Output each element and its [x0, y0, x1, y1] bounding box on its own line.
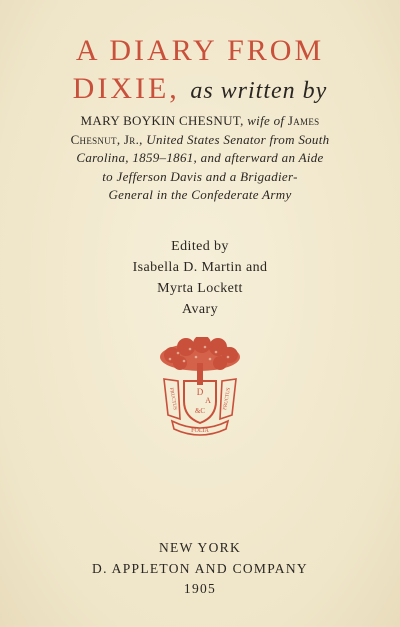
bottom-scroll-text: FOLIA	[191, 428, 209, 434]
subtitle-line-4	[0, 168, 400, 187]
publisher-block	[0, 538, 400, 600]
publisher-tree-device-icon	[150, 337, 250, 437]
publication-year: 1905	[183, 581, 217, 596]
subtitle-wife-of: wife of	[247, 113, 285, 128]
subtitle-line-4-text: to Jefferson Davis and a Brigadier-	[102, 168, 298, 184]
title-line-1: A DIARY FROM	[75, 34, 325, 67]
title-dixie: DIXIE,	[72, 72, 180, 105]
subtitle-line-3-text: Carolina, 1859–1861, and afterward an Aide	[76, 150, 324, 165]
subtitle-line-5-text: General in the Confederate Army	[108, 187, 292, 202]
subtitle-chesnut-jr: Chesnut, Jr.,	[70, 131, 143, 147]
monogram-co: &C	[194, 407, 206, 415]
editor-line-2: Isabella D. Martin and	[132, 260, 268, 275]
subtitle-block	[0, 112, 400, 205]
subtitle-line-5	[0, 186, 400, 205]
left-scroll-text: FRUCTUS	[168, 387, 177, 411]
publisher-name: D. APPLETON AND COMPANY	[92, 560, 308, 576]
monogram-d: D	[196, 387, 204, 397]
edited-by-label: Edited by	[171, 239, 229, 254]
subtitle-line-1	[0, 112, 400, 131]
subtitle-line-3	[0, 149, 400, 168]
author-name: MARY BOYKIN CHESNUT,	[80, 113, 244, 128]
title-line-2	[0, 72, 400, 108]
editors-block	[0, 236, 400, 320]
right-scroll-text: FRUCTUS	[223, 387, 232, 411]
editor-line-4: Avary	[182, 302, 218, 317]
title-as-written-by: as written by	[190, 78, 328, 104]
publisher-city: NEW YORK	[158, 540, 242, 555]
subtitle-senator: United States Senator from South	[146, 131, 330, 147]
subtitle-line-2	[0, 131, 400, 150]
editor-line-3: Myrta Lockett	[157, 281, 243, 296]
subtitle-james: James	[287, 113, 320, 128]
monogram-a: A	[205, 396, 211, 405]
